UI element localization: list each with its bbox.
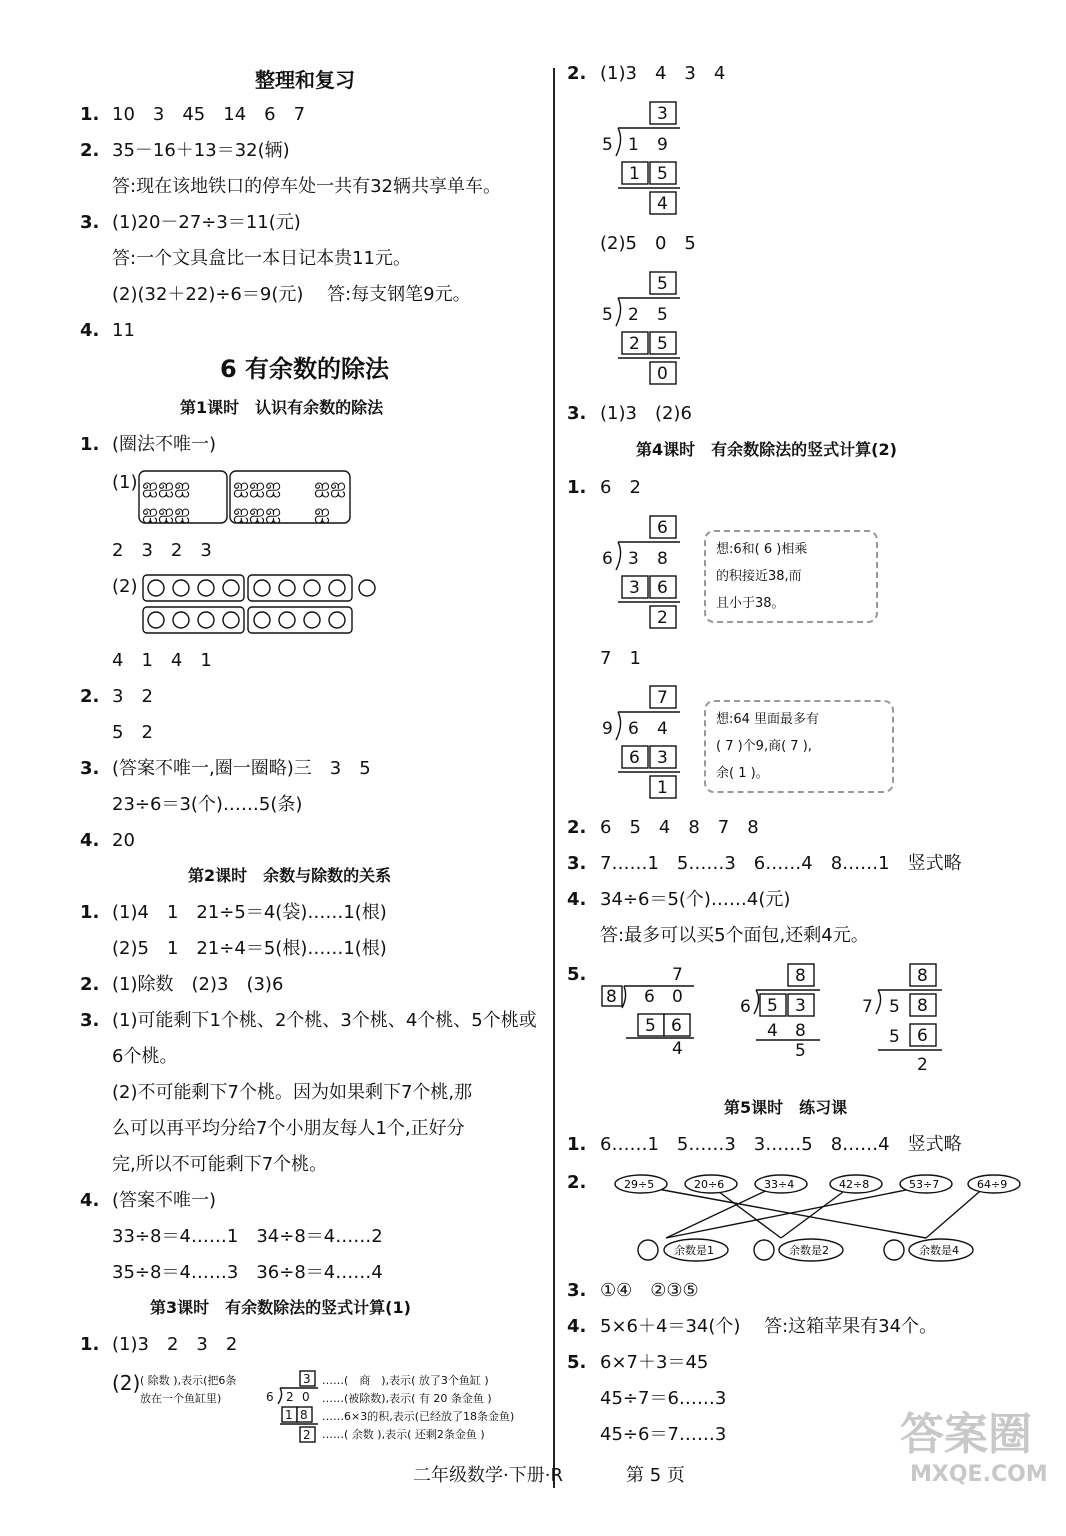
q-num: 4. [567, 889, 587, 910]
long-division [598, 270, 688, 388]
watermark-logo: 答案圈 [900, 1409, 1032, 1460]
svg-text:33÷4: 33÷4 [764, 1178, 795, 1191]
q-num: 3. [80, 758, 100, 779]
frog-matching-diagram [596, 1168, 1026, 1268]
long-division [598, 514, 688, 632]
answer-line: (1)3 2 3 2 [112, 1334, 238, 1355]
long-division [598, 100, 688, 218]
product-digit: 8 [300, 1408, 308, 1422]
answer-line: 2 3 2 3 [112, 540, 212, 561]
answer-line: 5×6＋4＝34(个) 答:这箱苹果有34个。 [600, 1316, 938, 1337]
answer-line: (2) [112, 576, 138, 597]
annotation: 放在一个鱼缸里) [140, 1392, 222, 1405]
svg-text:6: 6 [629, 748, 640, 768]
svg-text:5: 5 [795, 1041, 806, 1061]
answer-line: 4 1 4 1 [112, 650, 212, 671]
svg-text:5: 5 [602, 305, 613, 325]
q-num: 4. [80, 1190, 100, 1211]
answer-line: (答案不唯一,圈一圈略)三 3 5 [112, 758, 371, 779]
flower-illustration [142, 572, 382, 636]
answer-line: 33÷8＝4……1 34÷8＝4……2 [112, 1226, 383, 1247]
answer-line: 6 2 [600, 477, 641, 498]
svg-text:8: 8 [917, 996, 928, 1016]
answer-line: (1)可能剩下1个桃、2个桃、3个桃、4个桃、5个桃或 [112, 1010, 537, 1031]
svg-text:3: 3 [795, 996, 806, 1016]
answer-line: 11 [112, 320, 135, 341]
svg-text:3: 3 [628, 549, 639, 569]
answer-line: 7……1 5……3 6……4 8……1 竖式略 [600, 853, 962, 874]
svg-text:29÷5: 29÷5 [624, 1178, 655, 1191]
svg-text:ஐஐஐ: ஐஐஐ [142, 499, 191, 523]
long-division-annotated [262, 1370, 322, 1444]
svg-text:1: 1 [629, 164, 640, 184]
answer-line: 么可以再平均分给7个小朋友每人1个,正好分 [112, 1118, 465, 1139]
svg-text:53÷7: 53÷7 [909, 1178, 940, 1191]
svg-text:64÷9: 64÷9 [977, 1178, 1008, 1191]
answer-line: 23÷6＝3(个)……5(条) [112, 794, 303, 815]
q-num: 3. [567, 403, 587, 424]
svg-text:5: 5 [657, 164, 668, 184]
column-divider [553, 68, 555, 1488]
answer-line: 5 2 [112, 722, 153, 743]
dividend-digit: 0 [302, 1390, 310, 1404]
q-num: 4. [80, 830, 100, 851]
answer-line: 6 5 4 8 7 8 [600, 817, 759, 838]
q-num: 3. [567, 853, 587, 874]
svg-text:0: 0 [657, 364, 668, 384]
svg-text:20÷6: 20÷6 [694, 1178, 725, 1191]
svg-text:4: 4 [767, 1021, 778, 1041]
butterfly-illustration [138, 470, 378, 526]
lesson-title: 第3课时 有余数除法的竖式计算(1) [150, 1298, 411, 1317]
svg-text:5: 5 [889, 997, 900, 1017]
answer-line: (1)3 (2)6 [600, 403, 692, 424]
watermark-url: MXQE.COM [910, 1462, 1048, 1487]
chapter-title: 6 有余数的除法 [220, 355, 390, 383]
section-title-review: 整理和复习 [255, 68, 355, 92]
answer-line: (1)4 1 21÷5＝4(袋)……1(根) [112, 902, 387, 923]
svg-text:0: 0 [672, 987, 683, 1007]
svg-text:5: 5 [602, 135, 613, 155]
footer-book: 二年级数学·下册·R [413, 1465, 563, 1486]
svg-text:8: 8 [606, 987, 617, 1007]
svg-text:7: 7 [862, 997, 873, 1017]
q-num: 2. [567, 1172, 587, 1193]
q-num: 2. [567, 817, 587, 838]
svg-text:6: 6 [644, 987, 655, 1007]
answer-line: (答案不唯一) [112, 1190, 217, 1211]
long-division [738, 962, 838, 1061]
svg-text:8: 8 [795, 1021, 806, 1041]
svg-text:5: 5 [657, 334, 668, 354]
hint-note: 想:6和( 6 )相乘 的积接近38,而 且小于38。 [704, 530, 878, 623]
svg-text:5: 5 [889, 1027, 900, 1047]
answer-line: (2)5 1 21÷4＝5(根)……1(根) [112, 938, 387, 959]
svg-text:ஐஐஐ: ஐஐஐ [233, 499, 282, 523]
divisor-digit: 6 [266, 1390, 274, 1404]
q-num: 1. [80, 104, 100, 125]
annotation: ……( 余数 ),表示( 还剩2条金鱼 ) [322, 1428, 485, 1441]
q-num: 2. [80, 140, 100, 161]
svg-text:2: 2 [629, 334, 640, 354]
svg-text:42÷8: 42÷8 [839, 1178, 870, 1191]
answer-line: 10 3 45 14 6 7 [112, 104, 306, 125]
answer-line: 3 2 [112, 686, 153, 707]
svg-text:1: 1 [657, 778, 668, 798]
answer-line: (2)(32＋22)÷6＝9(元) 答:每支钢笔9元。 [112, 284, 471, 305]
answer-line: 7 1 [600, 648, 641, 669]
lesson-title: 第4课时 有余数除法的竖式计算(2) [636, 440, 897, 459]
svg-text:5: 5 [657, 305, 668, 325]
annotation: ……6×3的积,表示(已经放了18条金鱼) [322, 1410, 515, 1423]
q-num: 1. [567, 477, 587, 498]
remainder-digit: 2 [303, 1428, 311, 1442]
svg-text:6: 6 [740, 997, 751, 1017]
answer-line: (2) [112, 1371, 141, 1395]
answer-line: (1)20－27÷3＝11(元) [112, 212, 301, 233]
lesson-title: 第5课时 练习课 [724, 1098, 848, 1117]
q-num: 1. [567, 1134, 587, 1155]
svg-text:3: 3 [629, 578, 640, 598]
q-num: 3. [80, 212, 100, 233]
annotation: ……(被除数),表示( 有 20 条金鱼 ) [322, 1392, 492, 1405]
svg-text:ஐஐஐ: ஐஐஐ [233, 473, 282, 497]
answer-line: 6个桃。 [112, 1046, 178, 1067]
svg-text:2: 2 [628, 305, 639, 325]
svg-text:余数是4: 余数是4 [919, 1244, 959, 1257]
svg-text:1: 1 [628, 135, 639, 155]
answer-line: 45÷6＝7……3 [600, 1424, 727, 1445]
q-num: 4. [567, 1316, 587, 1337]
svg-text:3: 3 [657, 748, 668, 768]
svg-text:8: 8 [795, 966, 806, 986]
answer-line: (1)3 4 3 4 [600, 63, 726, 84]
q-num: 1. [80, 1334, 100, 1355]
long-division [598, 684, 688, 802]
answer-line: 45÷7＝6……3 [600, 1388, 727, 1409]
svg-text:5: 5 [657, 274, 668, 294]
svg-text:7: 7 [672, 965, 683, 985]
answer-line: (2)不可能剩下7个桃。因为如果剩下7个桃,那 [112, 1082, 473, 1103]
svg-text:余数是2: 余数是2 [789, 1244, 829, 1257]
answer-line: 答:现在该地铁口的停车处一共有32辆共享单车。 [112, 176, 501, 197]
answer-line: 6……1 5……3 3……5 8……4 竖式略 [600, 1134, 962, 1155]
svg-text:2: 2 [917, 1055, 928, 1075]
svg-text:6: 6 [657, 578, 668, 598]
q-num: 2. [567, 63, 587, 84]
q-num: 2. [80, 974, 100, 995]
svg-text:6: 6 [602, 549, 613, 569]
svg-text:6: 6 [657, 518, 668, 538]
dividend-digit: 2 [286, 1390, 294, 1404]
q-num: 1. [80, 902, 100, 923]
svg-text:8: 8 [657, 549, 668, 569]
svg-text:8: 8 [917, 966, 928, 986]
answer-line: 35－16＋13＝32(辆) [112, 140, 290, 161]
q-num: 4. [80, 320, 100, 341]
svg-text:ஐ: ஐ [314, 499, 331, 523]
answer-line: (1)除数 (2)3 (3)6 [112, 974, 284, 995]
q-num: 5. [567, 964, 587, 985]
lesson-title: 第2课时 余数与除数的关系 [188, 866, 392, 885]
answer-line: 20 [112, 830, 135, 851]
answer-line: 答:一个文具盒比一本日记本贵11元。 [112, 248, 411, 269]
answer-line: (圈法不唯一) [112, 434, 217, 455]
footer-page: 第 5 页 [626, 1465, 685, 1486]
long-division [860, 962, 960, 1076]
svg-text:6: 6 [671, 1016, 682, 1036]
q-num: 2. [80, 686, 100, 707]
q-num: 1. [80, 434, 100, 455]
svg-text:6: 6 [628, 719, 639, 739]
quotient-digit: 3 [303, 1372, 311, 1386]
svg-text:3: 3 [657, 104, 668, 124]
long-division [598, 962, 698, 1058]
answer-line: ①④ ②③⑤ [600, 1280, 699, 1301]
answer-line: 34÷6＝5(个)……4(元) [600, 889, 791, 910]
svg-text:4: 4 [657, 194, 668, 214]
annotation: ( 除数 ),表示(把6条 [140, 1374, 237, 1387]
svg-text:9: 9 [602, 719, 613, 739]
q-num: 3. [567, 1280, 587, 1301]
answer-line: 6×7＋3＝45 [600, 1352, 709, 1373]
svg-text:2: 2 [657, 608, 668, 628]
svg-text:9: 9 [657, 135, 668, 155]
hint-note: 想:64 里面最多有 ( 7 )个9,商( 7 ), 余( 1 )。 [704, 700, 894, 793]
annotation: ……( 商 ),表示( 放了3个鱼缸 ) [322, 1374, 489, 1387]
svg-text:4: 4 [657, 719, 668, 739]
svg-text:7: 7 [657, 688, 668, 708]
svg-text:4: 4 [672, 1039, 683, 1059]
answer-line: 完,所以不可能剩下7个桃。 [112, 1154, 328, 1175]
lesson-title: 第1课时 认识有余数的除法 [180, 398, 384, 417]
svg-text:5: 5 [767, 996, 778, 1016]
svg-text:余数是1: 余数是1 [674, 1244, 714, 1257]
svg-text:5: 5 [645, 1016, 656, 1036]
answer-line: 答:最多可以买5个面包,还剩4元。 [600, 925, 869, 946]
answer-line: (2)5 0 5 [600, 233, 696, 254]
answer-line: 35÷8＝4……3 36÷8＝4……4 [112, 1262, 383, 1283]
answer-line: (1) [112, 472, 138, 493]
q-num: 5. [567, 1352, 587, 1373]
product-digit: 1 [285, 1408, 293, 1422]
svg-text:ஐஐஐ: ஐஐஐ [142, 473, 191, 497]
svg-text:ஐஐ: ஐஐ [314, 473, 347, 497]
q-num: 3. [80, 1010, 100, 1031]
svg-text:6: 6 [917, 1026, 928, 1046]
